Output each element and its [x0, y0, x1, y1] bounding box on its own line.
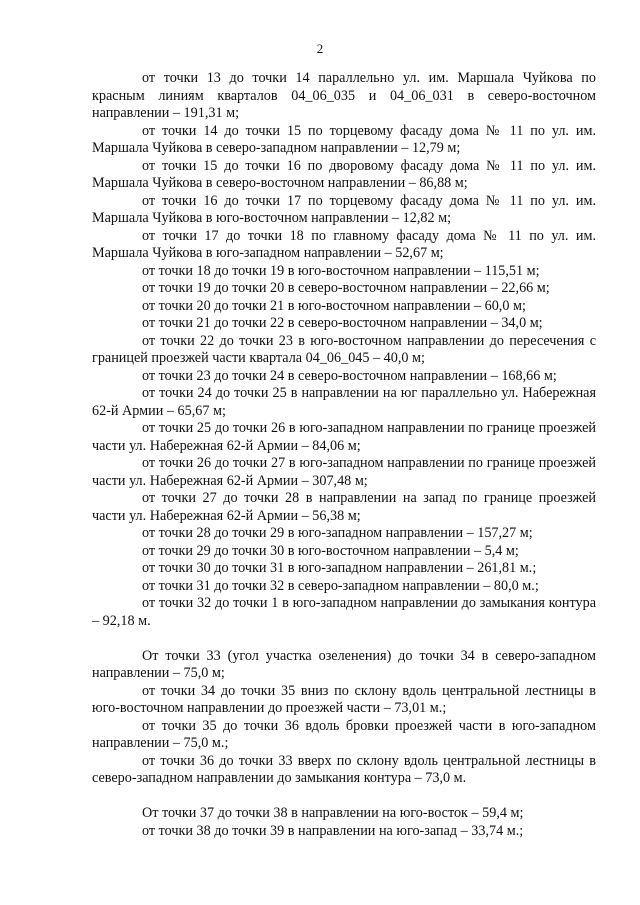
document-body: [92, 70, 596, 840]
boundary-paragraph: от точки 24 до точки 25 в направлении на юг параллельно ул. Набережная 62-й Армии – 65,67 м;: [92, 385, 596, 419]
boundary-paragraph: от точки 32 до точки 1 в юго-западном направлении до замыкания контура – 92,18 м.: [92, 595, 596, 629]
boundary-paragraph: от точки 22 до точки 23 в юго-восточном направлении до пересечения с границей проезжей части квартала 04_06_045 – 40,0 м;: [92, 332, 596, 366]
boundary-section: [92, 805, 596, 840]
boundary-paragraph: От точки 33 (угол участка озеленения) до точки 34 в северо-западном направлении – 75,0 м;: [92, 647, 596, 681]
boundary-paragraph: от точки 28 до точки 29 в юго-западном направлении – 157,27 м;: [142, 525, 533, 541]
boundary-paragraph: от точки 30 до точки 31 в юго-западном направлении – 261,81 м.;: [142, 560, 537, 576]
boundary-paragraph: от точки 13 до точки 14 параллельно ул. им. Маршала Чуйкова по красным линиям кварталов 04_06_035 и 04_06_031 в северо-восточном направлении – 191,31 м;: [92, 70, 596, 121]
boundary-paragraph: от точки 20 до точки 21 в юго-восточном направлении – 60,0 м;: [142, 297, 526, 314]
boundary-paragraph: от точки 31 до точки 32 в северо-западном направлении – 80,0 м.;: [142, 577, 539, 594]
boundary-paragraph: от точки 19 до точки 20 в северо-восточном направлении – 22,66 м;: [142, 280, 550, 296]
boundary-paragraph: от точки 14 до точки 15 по торцевому фасаду дома № 11 по ул. им. Маршала Чуйкова в северо-западном направлении – 12,79 м;: [92, 122, 596, 156]
boundary-paragraph: от точки 16 до точки 17 по торцевому фасаду дома № 11 по ул. им. Маршала Чуйкова в юго-восточном направлении – 12,82 м;: [92, 192, 596, 226]
boundary-paragraph: от точки 29 до точки 30 в юго-восточном направлении – 5,4 м;: [142, 542, 519, 559]
page-number: 2: [316, 41, 324, 56]
boundary-paragraph: от точки 25 до точки 26 в юго-западном направлении по границе проезжей части ул. Набережная 62-й Армии – 84,06 м;: [92, 420, 596, 454]
boundary-paragraph: от точки 23 до точки 24 в северо-восточном направлении – 168,66 м;: [142, 367, 557, 384]
boundary-paragraph: от точки 17 до точки 18 по главному фасаду дома № 11 по ул. им. Маршала Чуйкова в юго-западном направлении – 52,67 м;: [92, 227, 596, 261]
boundary-paragraph: от точки 36 до точки 33 вверх по склону вдоль центральной лестницы в северо-западном направлении до замыкания контура – 73,0 м.: [92, 752, 596, 786]
boundary-paragraph: от точки 15 до точки 16 по дворовому фасаду дома № 11 по ул. им. Маршала Чуйкова в северо-восточном направлении – 86,88 м;: [92, 157, 596, 191]
boundary-paragraph: от точки 18 до точки 19 в юго-восточном направлении – 115,51 м;: [142, 262, 540, 279]
boundary-paragraph: от точки 21 до точки 22 в северо-восточном направлении – 34,0 м;: [142, 315, 543, 331]
boundary-paragraph: От точки 37 до точки 38 в направлении на юго-восток – 59,4 м;: [142, 805, 524, 821]
boundary-section: [92, 70, 596, 630]
boundary-paragraph: от точки 26 до точки 27 в юго-западном направлении по границе проезжей части ул. Набережная 62-й Армии – 307,48 м;: [92, 455, 596, 489]
section-gap: [92, 788, 596, 806]
section-gap: [92, 630, 596, 648]
boundary-paragraph: от точки 35 до точки 36 вдоль бровки проезжей части в юго-западном направлении – 75,0 м.;: [92, 717, 596, 751]
boundary-paragraph: от точки 27 до точки 28 в направлении на запад по границе проезжей части ул. Набережная 62-й Армии – 56,38 м;: [92, 490, 596, 524]
boundary-paragraph: от точки 34 до точки 35 вниз по склону вдоль центральной лестницы в юго-восточном направлении до проезжей части – 73,01 м.;: [92, 682, 596, 716]
boundary-section: [92, 648, 596, 788]
boundary-paragraph: от точки 38 до точки 39 в направлении на юго-запад – 33,74 м.;: [142, 822, 524, 839]
